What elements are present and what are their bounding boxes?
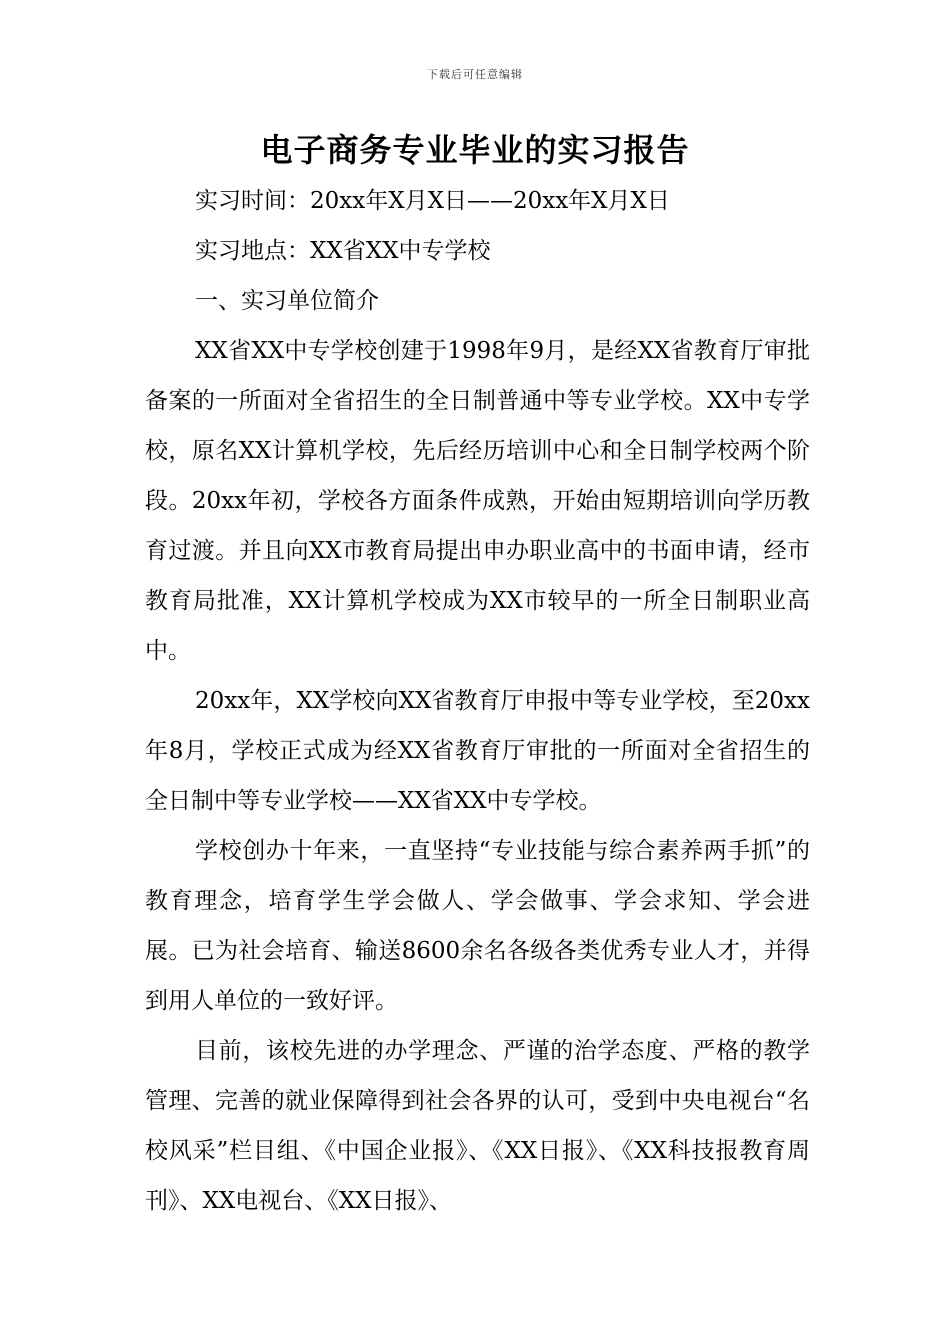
- document-body: [145, 176, 810, 1226]
- internship-place: 实习地点：XX省XX中专学校: [195, 238, 491, 264]
- document-title: 电子商务专业毕业的实习报告: [260, 131, 690, 169]
- header-note: 下载后可任意编辑: [427, 68, 523, 81]
- paragraph-history: 20xx年，XX学校向XX省教育厅申报中等专业学校，至20xx年8月，学校正式成为经XX省教育厅审批的一所面对全省招生的全日制中等专业学校——XX省XX中专学校。: [145, 688, 810, 814]
- paragraph-philosophy: 学校创办十年来，一直坚持“专业技能与综合素养两手抓”的教育理念，培育学生学会做人、学会做事、学会求知、学会进展。已为社会培育、输送8600余名各级各类优秀专业人才，并得到用人单位的一致好评。: [145, 838, 810, 1014]
- paragraph-recognition: 目前，该校先进的办学理念、严谨的治学态度、严格的教学管理、完善的就业保障得到社会各界的认可，受到中央电视台“名校风采”栏目组、《中国企业报》、《XX日报》、《XX科技报教育周刊》、XX电视台、《XX日报》、: [145, 1038, 810, 1214]
- internship-time: 实习时间：20xx年X月X日——20xx年X月X日: [195, 188, 670, 214]
- section-heading: 一、实习单位简介: [195, 288, 379, 314]
- paragraph-intro: XX省XX中专学校创建于1998年9月，是经XX省教育厅审批备案的一所面对全省招生的全日制普通中等专业学校。XX中专学校，原名XX计算机学校，先后经历培训中心和全日制学校两个阶段。20xx年初，学校各方面条件成熟，开始由短期培训向学历教育过渡。并且向XX市教育局提出申办职业高中的书面申请，经市教育局批准，XX计算机学校成为XX市较早的一所全日制职业高中。: [145, 338, 810, 664]
